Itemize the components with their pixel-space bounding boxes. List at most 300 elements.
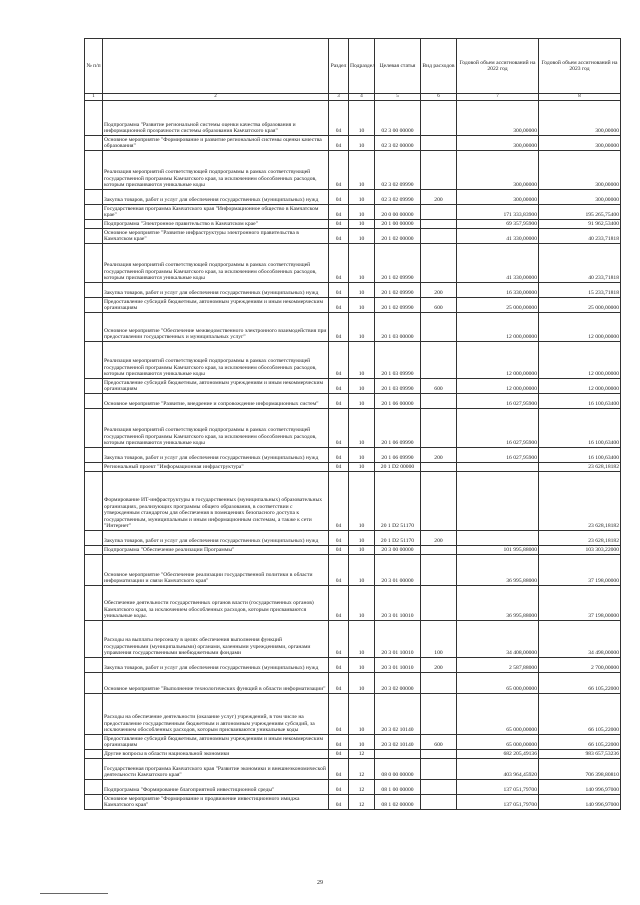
cell-2022: 12 000,00000 [457, 341, 539, 378]
page-number: 29 [317, 880, 323, 886]
footer-divider [40, 893, 108, 894]
col-number: 8 [539, 94, 621, 101]
cell-name: Подпрограмма "Развитие региональной системы оценки качества образования и информационной прозрачности системы образования Камчатского края" [103, 100, 329, 135]
table-row [85, 794, 621, 809]
cell-2022: 682 205,49136 [457, 749, 539, 758]
cell-razdel: 04 [329, 545, 349, 554]
cell-2023: 300,00000 [539, 100, 621, 135]
cell-podrazdel: 12 [349, 779, 375, 794]
cell-target: 20 3 01 00000 [375, 554, 421, 585]
cell-target: 20 1 06 09990 [375, 447, 421, 462]
cell-podrazdel: 12 [349, 758, 375, 779]
cell-name: Реализация мероприятий соответствующей подпрограммы в рамках соответствующей государственной программы Камчатского края, за исключением обособленных расходов, которым присваиваются уникальные коды [103, 341, 329, 378]
cell-name: Основное мероприятие "Обеспечение реализации государственной политики в области информатизации и связи Камчатского края" [103, 554, 329, 585]
budget-table [84, 38, 621, 810]
cell-2022: 101 995,88000 [457, 545, 539, 554]
cell-podrazdel: 10 [349, 471, 375, 530]
cell-2022: 300,00000 [457, 150, 539, 189]
table-row [85, 672, 621, 693]
table-row [85, 341, 621, 378]
cell-exp-type [421, 545, 457, 554]
table-row [85, 100, 621, 135]
cell-target: 20 0 00 00000 [375, 204, 421, 219]
cell-exp-type [421, 693, 457, 734]
col-number: 3 [329, 94, 349, 101]
cell-target: 20 3 01 10010 [375, 585, 421, 620]
cell-2023: 23 628,18182 [539, 462, 621, 471]
cell-num [85, 657, 103, 672]
cell-podrazdel: 10 [349, 312, 375, 341]
cell-name: Другие вопросы в области национальной экономики [103, 749, 329, 758]
cell-2022: 171 333,83900 [457, 204, 539, 219]
cell-podrazdel: 12 [349, 794, 375, 809]
cell-podrazdel: 10 [349, 530, 375, 545]
table-body [85, 100, 621, 809]
cell-target: 20 3 02 10140 [375, 734, 421, 749]
cell-2022: 41 330,00000 [457, 228, 539, 243]
cell-exp-type [421, 219, 457, 228]
cell-target: 20 3 01 10010 [375, 657, 421, 672]
cell-razdel: 04 [329, 378, 349, 393]
cell-podrazdel: 10 [349, 545, 375, 554]
cell-podrazdel: 10 [349, 620, 375, 657]
cell-name: Основное мероприятие "Развитие, внедрение и сопровождение информационных систем" [103, 393, 329, 408]
cell-podrazdel: 10 [349, 135, 375, 150]
col-number: 1 [85, 94, 103, 101]
cell-2023: 16 100,63400 [539, 393, 621, 408]
cell-num [85, 189, 103, 204]
cell-target: 02 3 02 00000 [375, 135, 421, 150]
table-row [85, 693, 621, 734]
cell-2023: 37 198,00000 [539, 554, 621, 585]
header-target: Целевая статья [375, 39, 421, 94]
cell-2022: 16 027,95900 [457, 393, 539, 408]
cell-2022: 16 330,00000 [457, 282, 539, 297]
cell-exp-type [421, 341, 457, 378]
cell-num [85, 462, 103, 471]
cell-num [85, 312, 103, 341]
cell-num [85, 672, 103, 693]
table-row [85, 135, 621, 150]
cell-podrazdel: 10 [349, 447, 375, 462]
table-row [85, 657, 621, 672]
cell-2023: 37 198,00000 [539, 585, 621, 620]
table-row [85, 312, 621, 341]
cell-2023: 23 628,18182 [539, 471, 621, 530]
cell-exp-type: 600 [421, 378, 457, 393]
cell-target: 20 1 02 09990 [375, 243, 421, 282]
cell-2022: 36 995,88000 [457, 554, 539, 585]
cell-podrazdel: 10 [349, 282, 375, 297]
cell-num [85, 749, 103, 758]
cell-podrazdel: 10 [349, 378, 375, 393]
cell-exp-type [421, 779, 457, 794]
cell-name: Закупка товаров, работ и услуг для обеспечения государственных (муниципальных) нужд [103, 657, 329, 672]
table-row [85, 758, 621, 779]
cell-podrazdel: 12 [349, 749, 375, 758]
cell-num [85, 408, 103, 447]
cell-2023: 12 000,00000 [539, 341, 621, 378]
cell-podrazdel: 10 [349, 734, 375, 749]
table-row [85, 219, 621, 228]
cell-exp-type [421, 471, 457, 530]
cell-name: Закупка товаров, работ и услуг для обеспечения государственных (муниципальных) нужд [103, 189, 329, 204]
cell-2022: 300,00000 [457, 135, 539, 150]
cell-podrazdel: 10 [349, 150, 375, 189]
cell-num [85, 734, 103, 749]
cell-razdel: 04 [329, 204, 349, 219]
cell-name: Расходы на выплаты персоналу в целях обеспечения выполнения функций государственными (муниципальными) органами, казенными учреждениями, органами управления государственными внебюджетными фондами [103, 620, 329, 657]
cell-razdel: 04 [329, 282, 349, 297]
cell-podrazdel: 10 [349, 243, 375, 282]
cell-exp-type [421, 312, 457, 341]
cell-name: Предоставление субсидий бюджетным, автономным учреждениям и иным некоммерческим организациям [103, 734, 329, 749]
table-row [85, 734, 621, 749]
col-number: 4 [349, 94, 375, 101]
cell-podrazdel: 10 [349, 393, 375, 408]
cell-razdel: 04 [329, 657, 349, 672]
cell-name: Формирование ИТ-инфраструктуры в государственных (муниципальных) образовательных организациях, реализующих программы общего образования, в соответствии с утвержденным стандартом для обеспечения в помещениях безопасного доступа к государственным, муниципальным и иным информационным системам, а также к сети "Интернет" [103, 471, 329, 530]
cell-exp-type: 600 [421, 734, 457, 749]
table-row [85, 585, 621, 620]
cell-name: Реализация мероприятий соответствующей подпрограммы в рамках соответствующей государственной программы Камчатского края, за исключением обособленных расходов, которым присваиваются уникальные коды [103, 408, 329, 447]
cell-target: 20 1 D2 51170 [375, 530, 421, 545]
cell-num [85, 393, 103, 408]
cell-2022: 403 964,45920 [457, 758, 539, 779]
cell-name: Реализация мероприятий соответствующей подпрограммы в рамках соответствующей государственной программы Камчатского края, за исключением обособленных расходов, которым присваиваются уникальные коды [103, 150, 329, 189]
cell-razdel: 04 [329, 189, 349, 204]
cell-2022 [457, 530, 539, 545]
cell-2022: 36 995,88000 [457, 585, 539, 620]
cell-razdel: 04 [329, 447, 349, 462]
cell-razdel: 04 [329, 150, 349, 189]
cell-2023: 12 000,00000 [539, 312, 621, 341]
cell-target: 02 3 02 09990 [375, 150, 421, 189]
table-row [85, 393, 621, 408]
cell-target: 20 1 06 00000 [375, 393, 421, 408]
cell-2022 [457, 462, 539, 471]
cell-num [85, 282, 103, 297]
cell-2023: 66 105,22000 [539, 693, 621, 734]
cell-name: Государственная программа Камчатского края "Развитие экономики и внешнеэкономической деятельности Камчатского края" [103, 758, 329, 779]
table-row [85, 204, 621, 219]
cell-razdel: 04 [329, 219, 349, 228]
header-2022: Годовой объем ассигнований на 2022 год [457, 39, 539, 94]
cell-razdel: 04 [329, 585, 349, 620]
cell-exp-type: 100 [421, 620, 457, 657]
cell-exp-type: 200 [421, 447, 457, 462]
cell-exp-type [421, 135, 457, 150]
cell-2023: 40 233,71818 [539, 228, 621, 243]
cell-name: Предоставление субсидий бюджетным, автономным учреждениям и иным некоммерческим организациям [103, 378, 329, 393]
cell-num [85, 545, 103, 554]
cell-target: 02 3 00 00000 [375, 100, 421, 135]
cell-exp-type [421, 672, 457, 693]
cell-target: 20 3 01 10010 [375, 620, 421, 657]
table-row [85, 545, 621, 554]
cell-razdel: 04 [329, 758, 349, 779]
cell-target: 20 1 D2 51170 [375, 471, 421, 530]
cell-num [85, 135, 103, 150]
cell-podrazdel: 10 [349, 100, 375, 135]
table-row [85, 408, 621, 447]
cell-razdel: 04 [329, 693, 349, 734]
cell-name: Основное мероприятие "Обеспечение межведомственного электронного взаимодействия при предоставлении государственных и муниципальных услуг" [103, 312, 329, 341]
cell-razdel: 04 [329, 530, 349, 545]
cell-2023: 40 233,71818 [539, 243, 621, 282]
cell-2023: 23 628,18182 [539, 530, 621, 545]
cell-2022: 300,00000 [457, 189, 539, 204]
cell-razdel: 04 [329, 408, 349, 447]
cell-2023: 12 000,00000 [539, 378, 621, 393]
col-number: 2 [103, 94, 329, 101]
cell-razdel: 04 [329, 620, 349, 657]
cell-num [85, 585, 103, 620]
cell-2023: 16 100,63400 [539, 408, 621, 447]
cell-podrazdel: 10 [349, 341, 375, 378]
cell-2022: 69 357,95900 [457, 219, 539, 228]
cell-2023: 66 105,22000 [539, 672, 621, 693]
cell-razdel: 04 [329, 135, 349, 150]
cell-name: Подпрограмма "Электронное правительство в Камчатском крае" [103, 219, 329, 228]
cell-razdel: 04 [329, 462, 349, 471]
cell-razdel: 04 [329, 100, 349, 135]
col-number: 7 [457, 94, 539, 101]
cell-razdel: 04 [329, 794, 349, 809]
cell-target: 20 3 00 00000 [375, 545, 421, 554]
cell-num [85, 297, 103, 312]
cell-name: Основное мероприятие "Формирование и продвижение инвестиционного имиджа Камчатского края" [103, 794, 329, 809]
cell-2022: 16 027,95900 [457, 447, 539, 462]
cell-razdel: 04 [329, 297, 349, 312]
col-number: 6 [421, 94, 457, 101]
cell-target: 20 1 03 09990 [375, 341, 421, 378]
cell-razdel: 04 [329, 393, 349, 408]
table-row [85, 471, 621, 530]
cell-name: Государственная программа Камчатского края "Информационное общество в Камчатском крае" [103, 204, 329, 219]
table-row [85, 779, 621, 794]
table-row [85, 228, 621, 243]
cell-razdel: 04 [329, 554, 349, 585]
cell-podrazdel: 10 [349, 228, 375, 243]
cell-num [85, 378, 103, 393]
cell-num [85, 554, 103, 585]
header-num: № п/п [85, 39, 103, 94]
cell-name: Подпрограмма "Формирование благоприятной инвестиционной среды" [103, 779, 329, 794]
table-header-row [85, 39, 621, 94]
cell-exp-type [421, 408, 457, 447]
header-name [103, 39, 329, 94]
cell-2023: 2 700,00000 [539, 657, 621, 672]
cell-razdel: 04 [329, 312, 349, 341]
cell-exp-type: 200 [421, 530, 457, 545]
cell-razdel: 04 [329, 734, 349, 749]
table-row [85, 462, 621, 471]
cell-num [85, 779, 103, 794]
cell-exp-type [421, 204, 457, 219]
header-exp-type: Вид расходов [421, 39, 457, 94]
cell-name: Основное мероприятие "Выполнение технологических функций в области информатизации" [103, 672, 329, 693]
cell-2023: 140 996,97000 [539, 794, 621, 809]
cell-target: 20 1 D2 00000 [375, 462, 421, 471]
cell-2022: 16 027,95900 [457, 408, 539, 447]
cell-target: 20 1 06 09990 [375, 408, 421, 447]
cell-num [85, 243, 103, 282]
cell-name: Подпрограмма "Обеспечение реализации Программы" [103, 545, 329, 554]
cell-razdel: 04 [329, 471, 349, 530]
cell-podrazdel: 10 [349, 408, 375, 447]
cell-name: Основное мероприятие "Развитие инфраструктуры электронного правительства в Камчатском крае" [103, 228, 329, 243]
header-podrazdel: Подраздел [349, 39, 375, 94]
cell-2022 [457, 471, 539, 530]
table-row [85, 530, 621, 545]
cell-2023: 15 233,71818 [539, 282, 621, 297]
cell-num [85, 530, 103, 545]
cell-podrazdel: 10 [349, 297, 375, 312]
cell-podrazdel: 10 [349, 554, 375, 585]
cell-2023: 300,00000 [539, 150, 621, 189]
cell-name: Обеспечение деятельности государственных органов власти (государственных органов) Камчатского края, за исключением обособленных расходов, которым присваиваются уникальные коды. [103, 585, 329, 620]
cell-2022: 12 000,00000 [457, 312, 539, 341]
cell-name: Закупка товаров, работ и услуг для обеспечения государственных (муниципальных) нужд [103, 530, 329, 545]
header-razdel: Раздел [329, 39, 349, 94]
cell-2023: 195 265,75400 [539, 204, 621, 219]
cell-razdel: 04 [329, 341, 349, 378]
cell-2023: 25 000,00000 [539, 297, 621, 312]
cell-target: 20 1 03 00000 [375, 312, 421, 341]
cell-exp-type [421, 554, 457, 585]
cell-2023: 300,00000 [539, 189, 621, 204]
cell-razdel: 04 [329, 228, 349, 243]
table-row [85, 297, 621, 312]
cell-2022: 137 051,79700 [457, 779, 539, 794]
cell-2022: 65 000,00000 [457, 734, 539, 749]
cell-2023: 300,00000 [539, 135, 621, 150]
cell-2023: 983 657,53236 [539, 749, 621, 758]
cell-podrazdel: 10 [349, 672, 375, 693]
cell-exp-type [421, 462, 457, 471]
table-row [85, 189, 621, 204]
cell-razdel: 04 [329, 672, 349, 693]
cell-2023: 66 105,22000 [539, 734, 621, 749]
cell-target: 20 3 02 10140 [375, 693, 421, 734]
cell-podrazdel: 10 [349, 219, 375, 228]
cell-2022: 12 000,00000 [457, 378, 539, 393]
cell-target: 20 1 03 09990 [375, 378, 421, 393]
cell-target: 08 0 00 00000 [375, 758, 421, 779]
cell-exp-type: 200 [421, 282, 457, 297]
table-row [85, 447, 621, 462]
cell-2022: 65 000,00000 [457, 693, 539, 734]
cell-num [85, 620, 103, 657]
cell-num [85, 204, 103, 219]
cell-exp-type [421, 228, 457, 243]
cell-target: 20 1 02 09990 [375, 282, 421, 297]
cell-2022: 41 330,00000 [457, 243, 539, 282]
cell-exp-type [421, 794, 457, 809]
cell-target: 20 1 02 09990 [375, 297, 421, 312]
cell-2022: 137 051,79700 [457, 794, 539, 809]
cell-target: 20 1 00 00000 [375, 219, 421, 228]
cell-name: Расходы на обеспечение деятельности (оказание услуг) учреждений, в том числе на предоставление государственным бюджетным и автономным учреждениям субсидий, за исключением обособленных расходов, которым присваиваются уникальные коды [103, 693, 329, 734]
cell-2023: 103 303,22000 [539, 545, 621, 554]
cell-2023: 34 498,00000 [539, 620, 621, 657]
cell-name: Предоставление субсидий бюджетным, автономным учреждениям и иным некоммерческим организациям [103, 297, 329, 312]
cell-exp-type [421, 749, 457, 758]
cell-podrazdel: 10 [349, 189, 375, 204]
cell-2022: 65 000,00000 [457, 672, 539, 693]
cell-num [85, 794, 103, 809]
cell-num [85, 219, 103, 228]
cell-target: 02 3 02 09990 [375, 189, 421, 204]
table-row [85, 243, 621, 282]
cell-exp-type [421, 100, 457, 135]
cell-num [85, 758, 103, 779]
cell-num [85, 693, 103, 734]
cell-target: 20 1 02 00000 [375, 228, 421, 243]
table-row [85, 282, 621, 297]
cell-2023: 140 996,97000 [539, 779, 621, 794]
cell-exp-type: 600 [421, 297, 457, 312]
table-row [85, 554, 621, 585]
table-row [85, 749, 621, 758]
cell-2023: 706 398,80810 [539, 758, 621, 779]
cell-name: Основное мероприятие "Формирование и развитие региональной системы оценки качества образования" [103, 135, 329, 150]
cell-num [85, 341, 103, 378]
cell-2022: 34 408,00000 [457, 620, 539, 657]
cell-2023: 16 100,63400 [539, 447, 621, 462]
cell-2022: 25 000,00000 [457, 297, 539, 312]
col-number: 5 [375, 94, 421, 101]
cell-num [85, 228, 103, 243]
cell-exp-type: 200 [421, 657, 457, 672]
cell-target: 08 1 00 00000 [375, 779, 421, 794]
cell-podrazdel: 10 [349, 657, 375, 672]
cell-2023: 91 962,53400 [539, 219, 621, 228]
cell-2022: 2 587,88000 [457, 657, 539, 672]
cell-exp-type: 200 [421, 189, 457, 204]
cell-podrazdel: 10 [349, 585, 375, 620]
cell-target: 20 3 02 00000 [375, 672, 421, 693]
cell-name: Закупка товаров, работ и услуг для обеспечения государственных (муниципальных) нужд [103, 447, 329, 462]
cell-razdel: 04 [329, 749, 349, 758]
cell-exp-type [421, 150, 457, 189]
cell-exp-type [421, 585, 457, 620]
cell-target: 08 1 02 00000 [375, 794, 421, 809]
cell-num [85, 100, 103, 135]
cell-2022: 300,00000 [457, 100, 539, 135]
table-row [85, 378, 621, 393]
cell-razdel: 04 [329, 243, 349, 282]
header-2023: Годовой объем ассигнований на 2023 год [539, 39, 621, 94]
cell-razdel: 04 [329, 779, 349, 794]
cell-num [85, 150, 103, 189]
table-row [85, 150, 621, 189]
cell-num [85, 471, 103, 530]
cell-podrazdel: 10 [349, 693, 375, 734]
cell-name: Закупка товаров, работ и услуг для обеспечения государственных (муниципальных) нужд [103, 282, 329, 297]
cell-exp-type [421, 393, 457, 408]
cell-name: Региональный проект "Информационная инфраструктура" [103, 462, 329, 471]
cell-podrazdel: 10 [349, 462, 375, 471]
cell-exp-type [421, 758, 457, 779]
cell-num [85, 447, 103, 462]
table-row [85, 620, 621, 657]
cell-exp-type [421, 243, 457, 282]
cell-podrazdel: 10 [349, 204, 375, 219]
cell-name: Реализация мероприятий соответствующей подпрограммы в рамках соответствующей государственной программы Камчатского края, за исключением обособленных расходов, которым присваиваются уникальные коды [103, 243, 329, 282]
cell-target [375, 749, 421, 758]
